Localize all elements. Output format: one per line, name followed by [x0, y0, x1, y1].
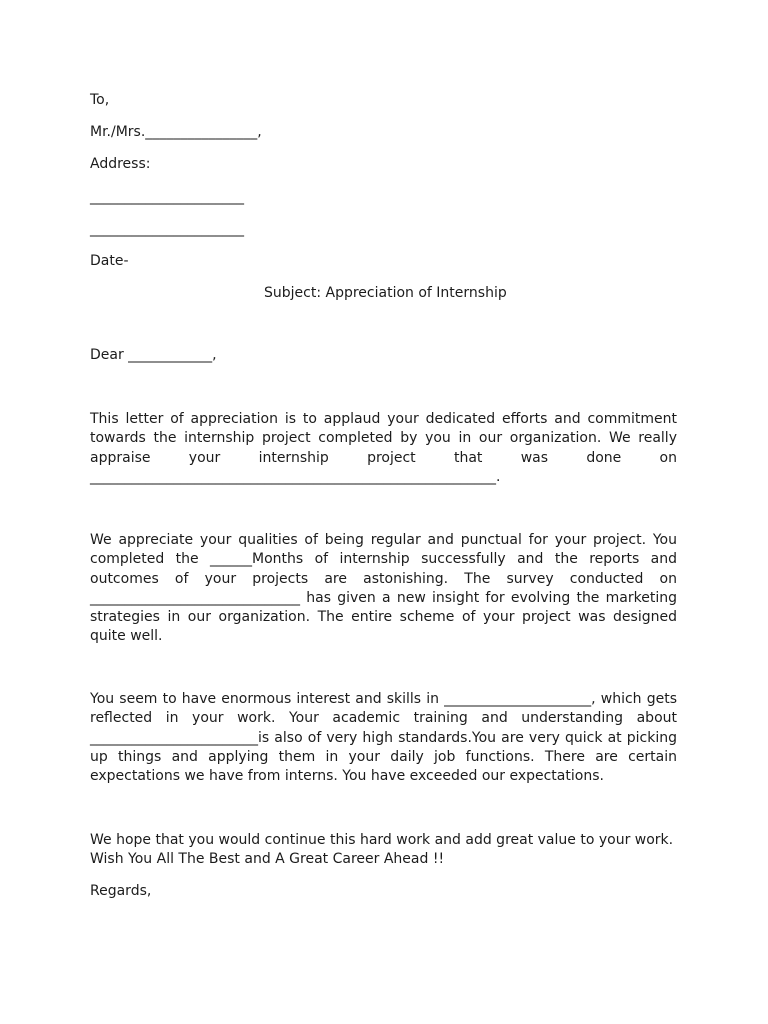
recipient-line: Mr./Mrs.________________, — [90, 124, 262, 140]
salutation: Dear ____________, — [90, 347, 217, 363]
paragraph-1 — [90, 410, 677, 487]
address-line-2: ______________________ — [90, 221, 244, 237]
paragraph-3-text: You seem to have enormous interest and skills in _____________________, which gets reflected in your work. Your academic training and understanding about ________________________is also of very high standards.You are very quick at picking up things and applying them in your daily job functions. There are certain expectations we have from interns. You have exceeded our expectations. — [90, 691, 677, 785]
paragraph-2 — [90, 531, 677, 647]
closing: Regards, — [90, 883, 152, 899]
paragraph-1-text: This letter of appreciation is to applaud your dedicated efforts and commitment towards the internship project completed by you in our organization. We really appraise your internship project that was done on __________________________________________________________. — [90, 411, 677, 485]
to-line: To, — [90, 92, 110, 108]
paragraph-3 — [90, 690, 677, 786]
subject-line: Subject: Appreciation of Internship — [264, 285, 507, 301]
paragraph-4-line-2: Wish You All The Best and A Great Career Ahead !! — [90, 851, 445, 867]
paragraph-4-line-1: We hope that you would continue this hard work and add great value to your work. — [90, 832, 674, 848]
address-label: Address: — [90, 156, 151, 172]
paragraph-2-text: We appreciate your qualities of being regular and punctual for your project. You completed the ______Months of internship successfully and the reports and outcomes of your projects are astonishing. The survey conducted on ______________________________ has given a new insight for evolving the marketing strategies in our organization. The entire scheme of your project was designed quite well. — [90, 532, 677, 645]
date-label: Date- — [90, 253, 129, 269]
address-line-1: ______________________ — [90, 189, 244, 205]
